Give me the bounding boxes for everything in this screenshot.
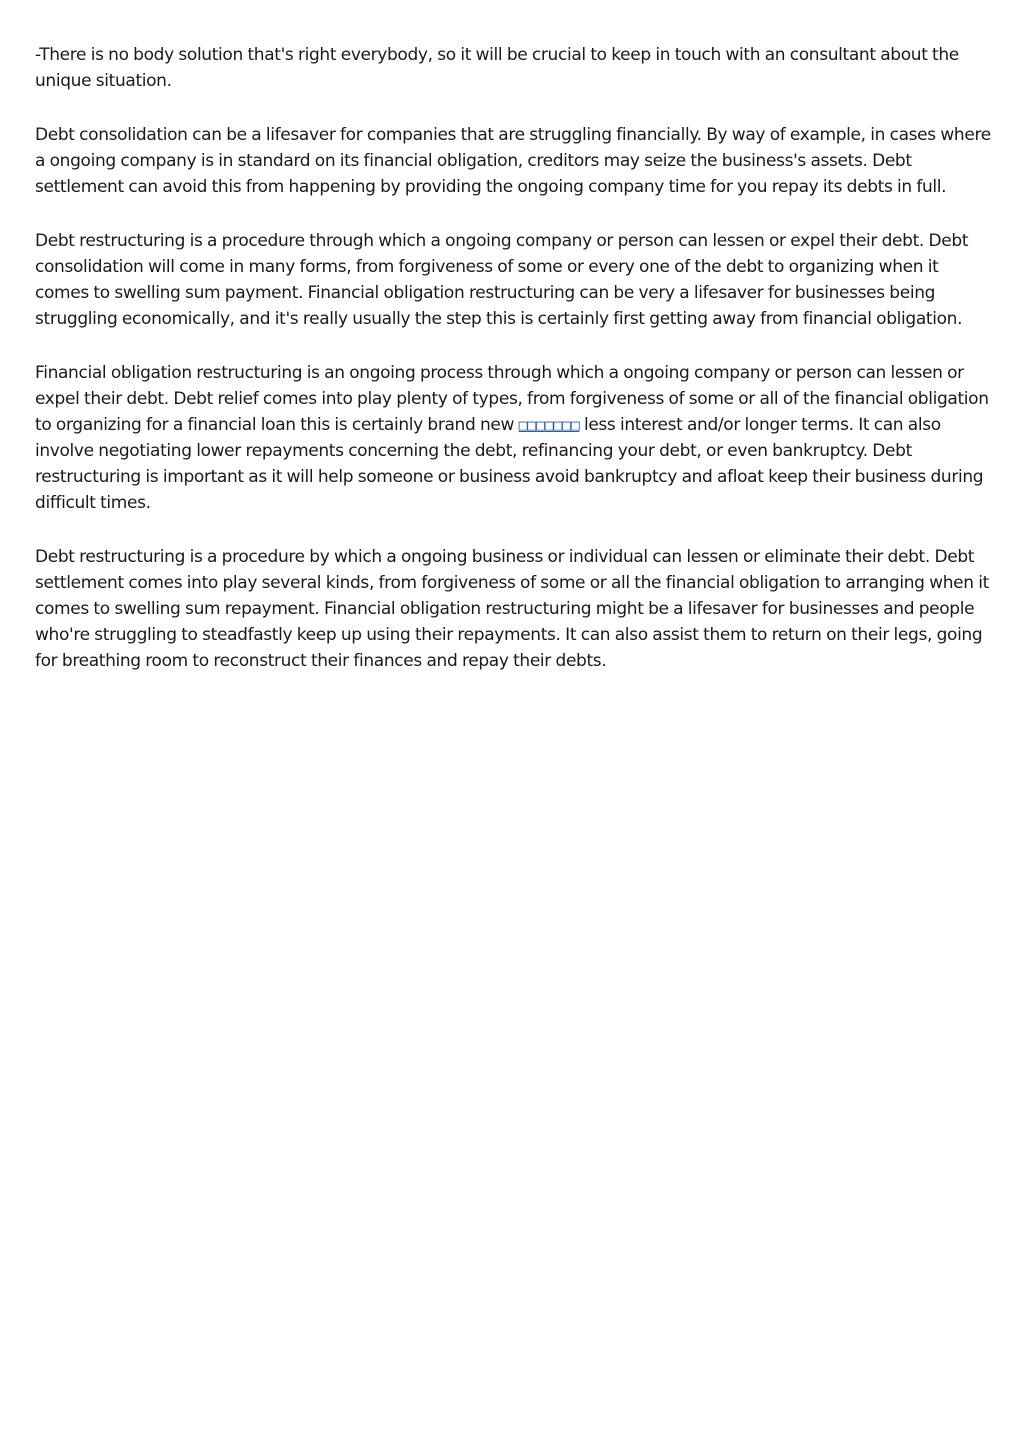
paragraph-4-text-before: Financial obligation restructuring is an ongoing process through which a ongoing company or person can lessen or expel their debt. Debt relief comes into play plenty of types, from forgiveness of some or all of the financial obligation to organizing for a financial loan this is certainly brand new [35,363,989,435]
document-body [35,42,995,702]
paragraph-5: Debt restructuring is a procedure by which a ongoing business or individual can lessen or eliminate their debt. Debt settlement comes into play several kinds, from forgiveness of some or all the financial obligation to arranging when it comes to swelling sum repayment. Financial obligation restructuring might be a lifesaver for businesses and people who're struggling to steadfastly keep up using their repayments. It can also assist them to return on their legs, going for breathing room to reconstruct their finances and repay their debts. [35,547,989,671]
paragraph-3: Debt restructuring is a procedure through which a ongoing company or person can lessen or expel their debt. Debt consolidation will come in many forms, from forgiveness of some or every one of the debt to organizing when it comes to swelling sum payment. Financial obligation restructuring can be very a lifesaver for businesses being struggling economically, and it's really usually the step this is certainly first getting away from financial obligation. [35,231,969,329]
paragraph-4 [35,360,995,516]
paragraph-1: -There is no body solution that's right everybody, so it will be crucial to keep in touch with an consultant about the unique situation. [35,45,959,91]
paragraph-2: Debt consolidation can be a lifesaver for companies that are struggling financially. By way of example, in cases where a ongoing company is in standard on its financial obligation, creditors may seize the business's assets. Debt settlement can avoid this from happening by providing the ongoing company time for you repay its debts in full. [35,125,991,197]
paragraph-4-text-after: less interest and/or longer terms. It can also involve negotiating lower repayments concerning the debt, refinancing your debt, or even bankruptcy. Debt restructuring is important as it will help someone or business avoid bankruptcy and afloat keep their business during difficult times. [35,415,984,513]
inline-link[interactable]: □□□□□□□ [518,416,580,434]
